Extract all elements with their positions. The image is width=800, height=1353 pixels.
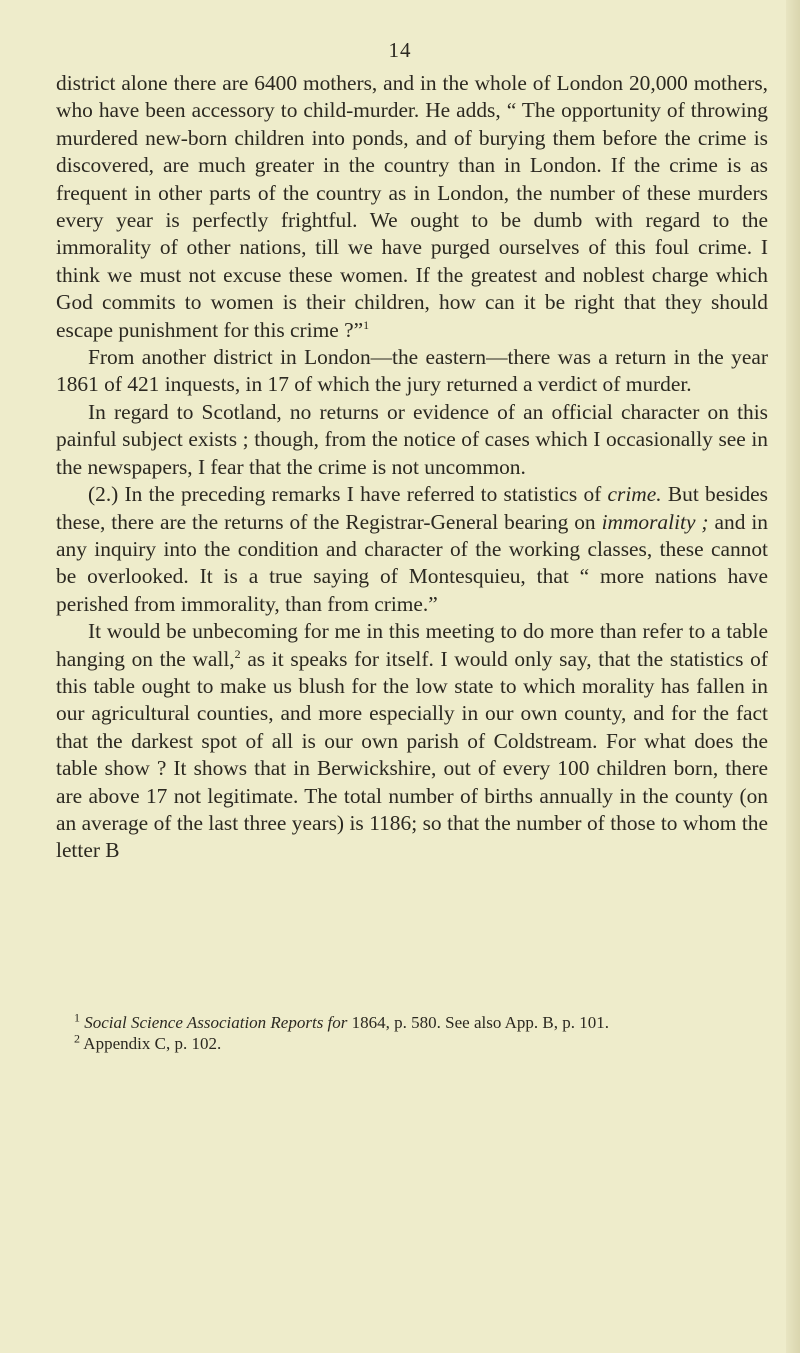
text-run: But besides these, there are the returns of the Registrar-General bearing on	[56, 482, 768, 534]
text-run: 1864, p. 580. See also App. B, p. 101.	[347, 1013, 610, 1032]
footnote-marker: 1	[74, 1010, 80, 1025]
text-run: (2.) In the preceding remarks I have referred to statistics of	[88, 482, 608, 507]
footnote	[56, 1012, 768, 1033]
text-run: It would be unbecoming for me in this meeting to do more than refer to a table hanging on the wall,	[56, 619, 768, 671]
footnotes	[56, 1012, 768, 1054]
page-edge	[786, 0, 800, 1353]
italic-text: crime.	[607, 482, 662, 507]
footnote	[56, 1033, 768, 1054]
text-run: Appendix C, p. 102.	[80, 1034, 222, 1053]
paragraph	[56, 618, 768, 865]
paragraph	[56, 344, 768, 399]
paragraph	[56, 481, 768, 618]
footnote-marker: 1	[363, 317, 370, 332]
text-run: district alone there are 6400 mothers, and in the whole of London 20,000 mothers, who have been accessory to child-murder. He adds, “ The opportunity of throwing murdered new-born children into ponds, and of burying them before the crime is discovered, are much greater in the country than in London. If the crime is as frequent in other parts of the country as in London, the number of these murders every year is perfectly frightful. We ought to be dumb with regard to the immorality of other nations, till we have purged ourselves of this foul crime. I think we must not excuse these women. If the greatest and noblest charge which God commits to women is their children, how can it be right that they should escape punishment for this crime ?”	[56, 71, 768, 342]
footnote-marker: 2	[234, 646, 241, 661]
text-run: In regard to Scotland, no returns or evidence of an official character on this painful subject exists ; though, from the notice of cases which I occasionally see in the newspapers, I fear that the crime is not uncommon.	[56, 399, 768, 479]
italic-text: Social Science Association Reports for	[84, 1013, 348, 1032]
body-text	[56, 70, 768, 865]
footnote-marker: 2	[74, 1031, 80, 1046]
text-run: as it speaks for itself. I would only say, that the statistics of this table ought to make us blush for the low state to which morality has fallen in our agricultural counties, and more especially in our own county, and for the fact that the darkest spot of all is our own parish of Coldstream. For what does the table show ? It shows that in Berwickshire, out of every 100 children born, there are above 17 not legitimate. The total number of births annually in the county (on an average of the last three years) is 1186; so that the number of those to whom the letter B	[56, 646, 768, 863]
paragraph	[56, 70, 768, 344]
italic-text: immorality ;	[601, 509, 709, 534]
page-number: 14	[388, 38, 412, 62]
text-run: From another district in London—the eastern—there was a return in the year 1861 of 421 inquests, in 17 of which the jury returned a verdict of murder.	[56, 345, 768, 397]
paragraph	[56, 399, 768, 481]
text-run: and in any inquiry into the condition and character of the working classes, these cannot be overlooked. It is a true saying of Montesquieu, that “ more nations have perished from immorality, than from crime.”	[56, 509, 768, 616]
